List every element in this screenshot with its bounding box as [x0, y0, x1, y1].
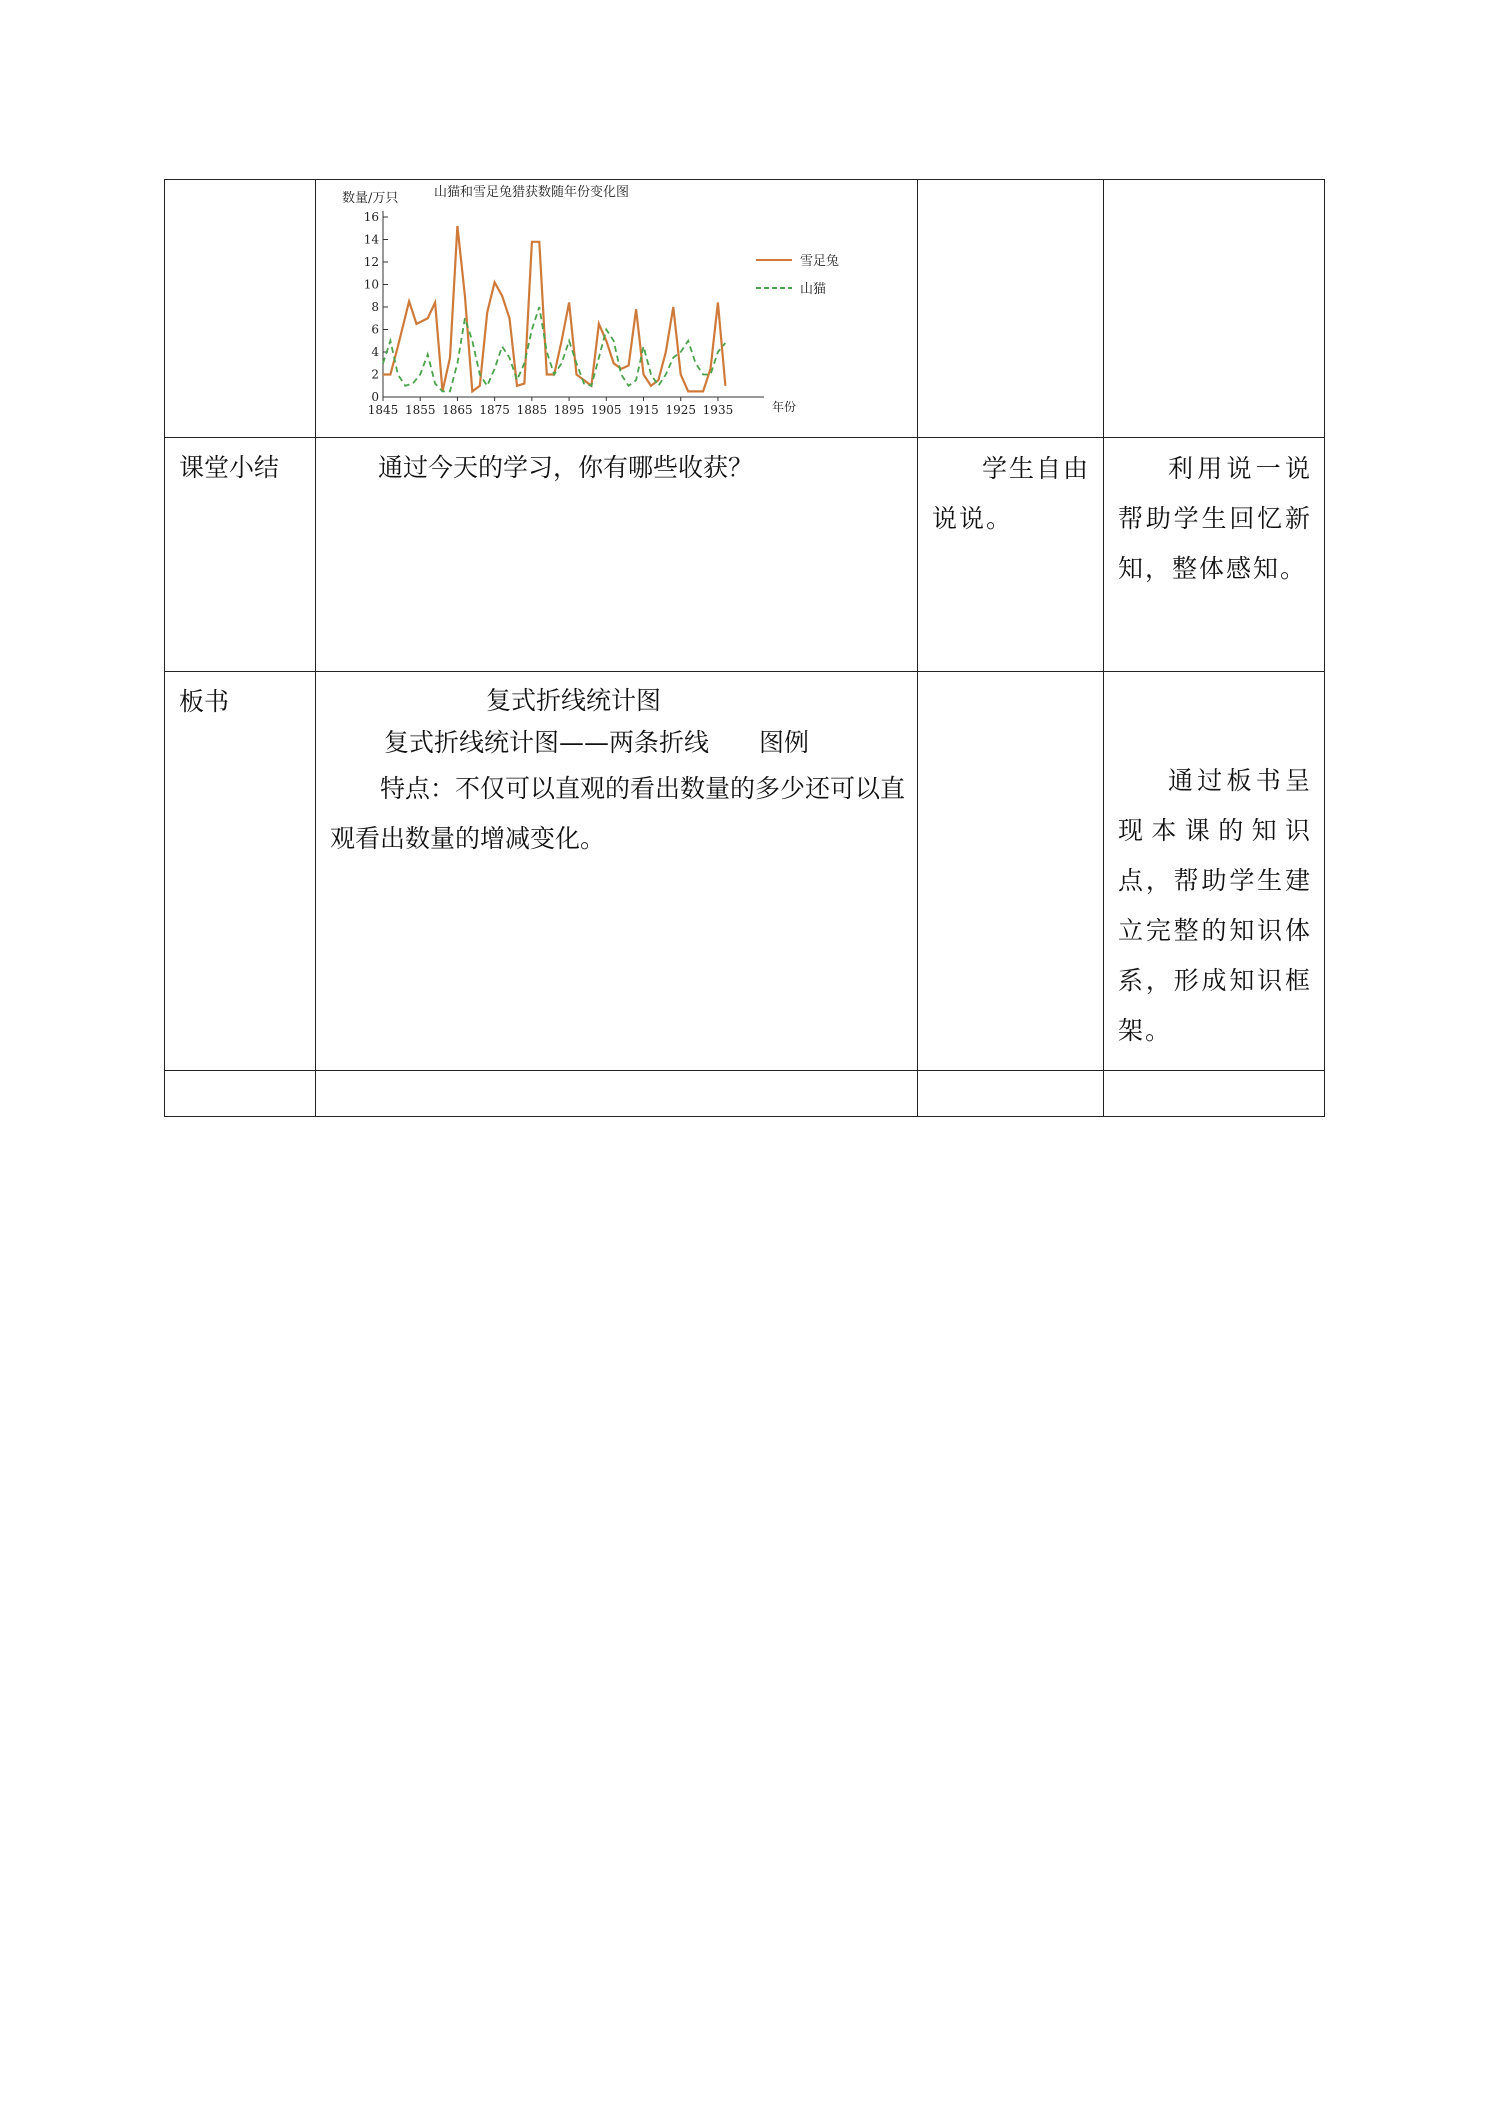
x-tick-label: 1925 — [665, 403, 697, 417]
empty-row — [165, 1071, 1325, 1117]
y-tick-label: 12 — [363, 255, 379, 269]
empty-cell — [165, 1071, 316, 1117]
summary-content-cell — [316, 438, 918, 672]
x-tick-label: 1855 — [404, 403, 436, 417]
x-tick-label: 1915 — [628, 403, 659, 417]
board-intent-cell — [1104, 672, 1325, 1071]
y-axis-label: 数量/万只 — [342, 191, 399, 206]
x-tick-label: 1895 — [553, 403, 585, 417]
y-tick-label: 10 — [363, 277, 379, 292]
chart-row-label-cell — [165, 180, 316, 438]
empty-cell — [1104, 1071, 1325, 1117]
lesson-plan-table — [164, 179, 1325, 1117]
summary-activity-cell — [918, 438, 1104, 672]
chart-row-activity-cell — [918, 180, 1104, 438]
x-tick-label: 1865 — [442, 403, 473, 417]
chart-title: 山猫和雪足兔猎获数随年份变化图 — [434, 185, 630, 200]
empty-cell — [316, 1071, 918, 1117]
x-axis-label: 年份 — [772, 400, 797, 414]
empty-cell — [918, 1071, 1104, 1117]
summary-question: 通过今天的学习，你有哪些收获？ — [378, 453, 754, 482]
summary-intent-cell — [1104, 438, 1325, 672]
board-activity-cell — [918, 672, 1104, 1071]
board-design-intent: 通过板书呈现本课的知识点，帮助学生建立完整的知识体系，形成知识框架。 — [1118, 766, 1312, 1045]
summary-design-intent: 利用说一说帮助学生回忆新知，整体感知。 — [1118, 454, 1312, 583]
x-tick-label: 1935 — [702, 403, 734, 417]
board-feature: 特点：不仅可以直观的看出数量的多少还可以直观看出数量的增减变化。 — [330, 774, 906, 853]
chart-cell — [316, 180, 918, 438]
x-tick-label: 1875 — [479, 403, 510, 417]
y-tick-label: 4 — [371, 345, 379, 359]
y-tick-label: 2 — [371, 367, 379, 382]
y-tick-label: 0 — [371, 390, 379, 404]
summary-label: 课堂小结 — [179, 453, 280, 482]
y-tick-label: 16 — [363, 210, 379, 224]
y-tick-label: 14 — [363, 232, 379, 247]
chart-row — [165, 180, 1325, 438]
legend-label: 雪足兔 — [800, 254, 840, 269]
board-content-cell — [316, 672, 918, 1071]
y-tick-label: 8 — [371, 300, 379, 314]
series-line-hare — [383, 226, 725, 391]
board-row — [165, 672, 1325, 1071]
legend-label: 山猫 — [800, 282, 827, 297]
board-line: 复式折线统计图——两条折线 图例 — [384, 728, 810, 757]
x-tick-label: 1905 — [591, 403, 622, 417]
board-label: 板书 — [179, 687, 230, 716]
summary-label-cell — [165, 438, 316, 672]
line-chart — [326, 180, 846, 420]
board-label-cell — [165, 672, 316, 1071]
chart-row-intent-cell — [1104, 180, 1325, 438]
x-tick-label: 1845 — [367, 403, 399, 417]
summary-student-activity: 学生自由说说。 — [932, 454, 1091, 533]
x-tick-label: 1885 — [516, 403, 548, 417]
summary-row — [165, 438, 1325, 672]
board-title: 复式折线统计图 — [486, 686, 662, 715]
y-tick-label: 6 — [371, 322, 379, 337]
